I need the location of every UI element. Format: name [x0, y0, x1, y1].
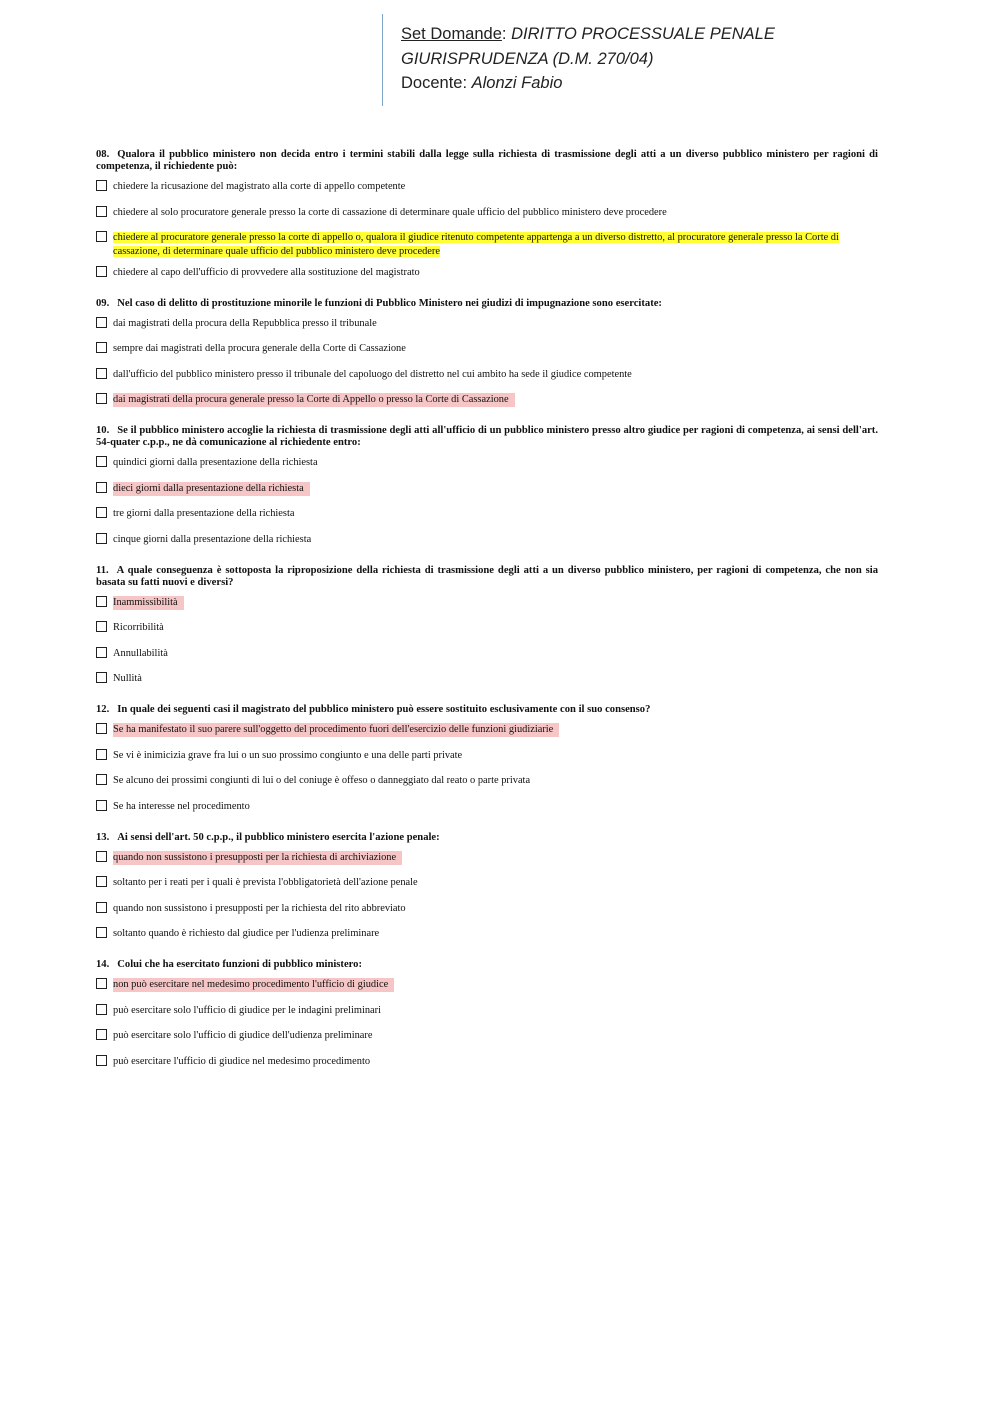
answer-option-text: quando non sussistono i presupposti per la richiesta di archiviazione — [113, 851, 402, 865]
answer-option-text: tre giorni dalla presentazione della richiesta — [113, 508, 295, 520]
question-title — [96, 959, 878, 971]
question-number: 08. — [96, 149, 110, 160]
answer-option-text: dai magistrati della procura generale presso la Corte di Appello o presso la Corte di Cassazione — [113, 393, 515, 407]
question-title — [96, 425, 878, 449]
header-line-1: Set Domande: DIRITTO PROCESSUALE PENALE — [401, 25, 775, 43]
answer-option-text: non può esercitare nel medesimo procedimento l'ufficio di giudice — [113, 978, 394, 992]
answer-option[interactable] — [96, 533, 878, 551]
answer-option[interactable] — [96, 902, 878, 920]
answer-option-text: quando non sussistono i presupposti per la richiesta del rito abbreviato — [113, 902, 406, 914]
question-text: In quale dei seguenti casi il magistrato del pubblico ministero può essere sostituito esclusivamente con il suo consenso? — [117, 704, 651, 716]
answer-option-text: dai magistrati della procura della Repubblica presso il tribunale — [113, 317, 377, 329]
checkbox[interactable] — [96, 774, 107, 785]
question-text: A quale conseguenza è sottoposta la riproposizione della richiesta di trasmissione degli atti a un diverso pubblico ministero, per ragioni di competenza, che non sia basata su fatti nuovi e diversi? — [96, 564, 878, 588]
question-number: 12. — [96, 704, 110, 716]
answer-option-text: può esercitare l'ufficio di giudice nel medesimo procedimento — [113, 1055, 371, 1067]
checkbox[interactable] — [96, 647, 107, 658]
answer-option[interactable] — [96, 927, 878, 945]
subject-subtitle: GIURISPRUDENZA (D.M. 270/04) — [401, 49, 654, 68]
answer-option[interactable] — [96, 266, 878, 284]
answer-option-text: chiedere al procuratore generale presso la corte di appello o, qualora il giudice ritenuto competente appartenga a un diverso distretto, al procuratore generale presso la Corte di cassazione, di determinare quale ufficio del pubblico ministero deve procedere — [113, 232, 839, 257]
checkbox[interactable] — [96, 1055, 107, 1066]
answer-option[interactable] — [96, 456, 878, 474]
document-header — [382, 14, 961, 106]
checkbox[interactable] — [96, 456, 107, 467]
answer-option-text: può esercitare solo l'ufficio di giudice dell'udienza preliminare — [113, 1030, 373, 1042]
answer-option[interactable] — [96, 368, 878, 386]
answer-option-text: Se ha interesse nel procedimento — [113, 800, 250, 812]
question-title — [96, 704, 878, 716]
question-block — [96, 832, 878, 946]
answer-option[interactable] — [96, 482, 878, 500]
answer-option-text: Se alcuno dei prossimi congiunti di lui o del coniuge è offeso o danneggiato dal reato o parte privata — [113, 775, 531, 787]
checkbox[interactable] — [96, 927, 107, 938]
answer-option-text: Se ha manifestato il suo parere sull'oggetto del procedimento fuori dell'esercizio delle funzioni giudiziarie — [113, 723, 559, 737]
question-text: Qualora il pubblico ministero non decida entro i termini stabili dalla legge sulla richiesta di trasmissione degli atti a un diverso pubblico ministero per ragioni di competenza, il richiedente può: — [96, 149, 878, 172]
question-block — [96, 565, 878, 691]
answer-option[interactable] — [96, 749, 878, 767]
answer-option[interactable] — [96, 978, 878, 996]
header-line-2 — [401, 47, 961, 72]
answer-option[interactable] — [96, 851, 878, 869]
answer-option-text: Nullità — [113, 673, 142, 685]
header-line-3 — [401, 71, 961, 96]
answer-option[interactable] — [96, 1055, 878, 1073]
docente-name: Alonzi Fabio — [471, 74, 563, 92]
question-number: 10. — [96, 425, 110, 437]
answer-option[interactable] — [96, 723, 878, 741]
answer-option-text: quindici giorni dalla presentazione della richiesta — [113, 457, 318, 469]
question-number: 11. — [96, 564, 109, 576]
question-title — [96, 149, 878, 173]
question-title — [96, 298, 878, 310]
checkbox[interactable] — [96, 876, 107, 887]
checkbox[interactable] — [96, 180, 107, 191]
checkbox[interactable] — [96, 978, 107, 989]
answer-option-text: Annullabilità — [113, 647, 168, 659]
checkbox[interactable] — [96, 507, 107, 518]
checkbox[interactable] — [96, 723, 107, 734]
checkbox[interactable] — [96, 393, 107, 404]
answer-option[interactable] — [96, 672, 878, 690]
answer-option-text: chiedere al solo procuratore generale presso la corte di cassazione di determinare quale ufficio del pubblico ministero deve procedere — [113, 206, 667, 218]
answer-option[interactable] — [96, 621, 878, 639]
answer-option-text: soltanto quando è richiesto dal giudice per l'udienza preliminare — [113, 928, 380, 940]
answer-option[interactable] — [96, 180, 878, 198]
answer-option-text: chiedere la ricusazione del magistrato alla corte di appello competente — [113, 181, 406, 192]
checkbox[interactable] — [96, 206, 107, 217]
answer-option-text: può esercitare solo l'ufficio di giudice per le indagini preliminari — [113, 1004, 382, 1016]
subject-title: DIRITTO PROCESSUALE PENALE — [511, 25, 775, 43]
checkbox[interactable] — [96, 266, 107, 277]
answer-option-text: chiedere al capo dell'ufficio di provvedere alla sostituzione del magistrato — [113, 266, 420, 278]
answer-option[interactable] — [96, 507, 878, 525]
answer-option-text: Se vi è inimicizia grave fra lui o un suo prossimo congiunto e una delle parti private — [113, 749, 463, 761]
question-number: 13. — [96, 831, 110, 843]
checkbox[interactable] — [96, 1029, 107, 1040]
answer-option[interactable] — [96, 774, 878, 792]
answer-option[interactable] — [96, 647, 878, 665]
question-block — [96, 149, 878, 284]
question-block — [96, 959, 878, 1073]
checkbox[interactable] — [96, 482, 107, 493]
question-text: Se il pubblico ministero accoglie la richiesta di trasmissione degli atti all'ufficio di un pubblico ministero presso altro giudice per ragioni di competenza, ai sensi dell'art. 54-quater c.p.p., ne dà comunicazione al richiedente entro: — [96, 425, 878, 449]
docente-label: Docente: — [401, 74, 468, 92]
checkbox[interactable] — [96, 368, 107, 379]
answer-option[interactable] — [96, 1004, 878, 1022]
answer-option-text: soltanto per i reati per i quali è prevista l'obbligatorietà dell'azione penale — [113, 877, 418, 889]
question-number: 14. — [96, 959, 110, 971]
checkbox[interactable] — [96, 749, 107, 760]
question-list — [96, 149, 878, 1087]
answer-option-text: sempre dai magistrati della procura generale della Corte di Cassazione — [113, 343, 406, 355]
answer-option-text: Ricorribilità — [113, 622, 164, 634]
set-domande-label: Set Domande — [401, 25, 502, 43]
question-number: 09. — [96, 297, 110, 309]
question-text: Colui che ha esercitato funzioni di pubblico ministero: — [117, 959, 362, 971]
question-block — [96, 704, 878, 818]
answer-option-text: cinque giorni dalla presentazione della richiesta — [113, 533, 312, 545]
checkbox[interactable] — [96, 533, 107, 544]
answer-option[interactable] — [96, 876, 878, 894]
checkbox[interactable] — [96, 621, 107, 632]
answer-option[interactable] — [96, 231, 878, 258]
question-title — [96, 565, 878, 589]
checkbox[interactable] — [96, 317, 107, 328]
answer-option-text: dieci giorni dalla presentazione della richiesta — [113, 482, 310, 496]
answer-option[interactable] — [96, 800, 878, 818]
answer-option-text: dall'ufficio del pubblico ministero presso il tribunale del capoluogo del distretto nel cui ambito ha sede il giudice competente — [113, 368, 632, 380]
answer-option[interactable] — [96, 393, 878, 411]
answer-option[interactable] — [96, 317, 878, 335]
checkbox[interactable] — [96, 800, 107, 811]
checkbox[interactable] — [96, 902, 107, 913]
answer-option[interactable] — [96, 206, 878, 224]
checkbox[interactable] — [96, 672, 107, 683]
answer-option[interactable] — [96, 596, 878, 614]
question-block — [96, 425, 878, 551]
question-text: Nel caso di delitto di prostituzione minorile le funzioni di Pubblico Ministero nei giudizi di impugnazione sono esercitate: — [117, 297, 662, 309]
checkbox[interactable] — [96, 231, 107, 242]
question-text: Ai sensi dell'art. 50 c.p.p., il pubblico ministero esercita l'azione penale: — [117, 831, 440, 843]
answer-option[interactable] — [96, 342, 878, 360]
checkbox[interactable] — [96, 342, 107, 353]
checkbox[interactable] — [96, 596, 107, 607]
checkbox[interactable] — [96, 1004, 107, 1015]
question-block — [96, 298, 878, 412]
question-title — [96, 832, 878, 844]
checkbox[interactable] — [96, 851, 107, 862]
answer-option[interactable] — [96, 1029, 878, 1047]
answer-option-text: Inammissibilità — [113, 596, 184, 610]
